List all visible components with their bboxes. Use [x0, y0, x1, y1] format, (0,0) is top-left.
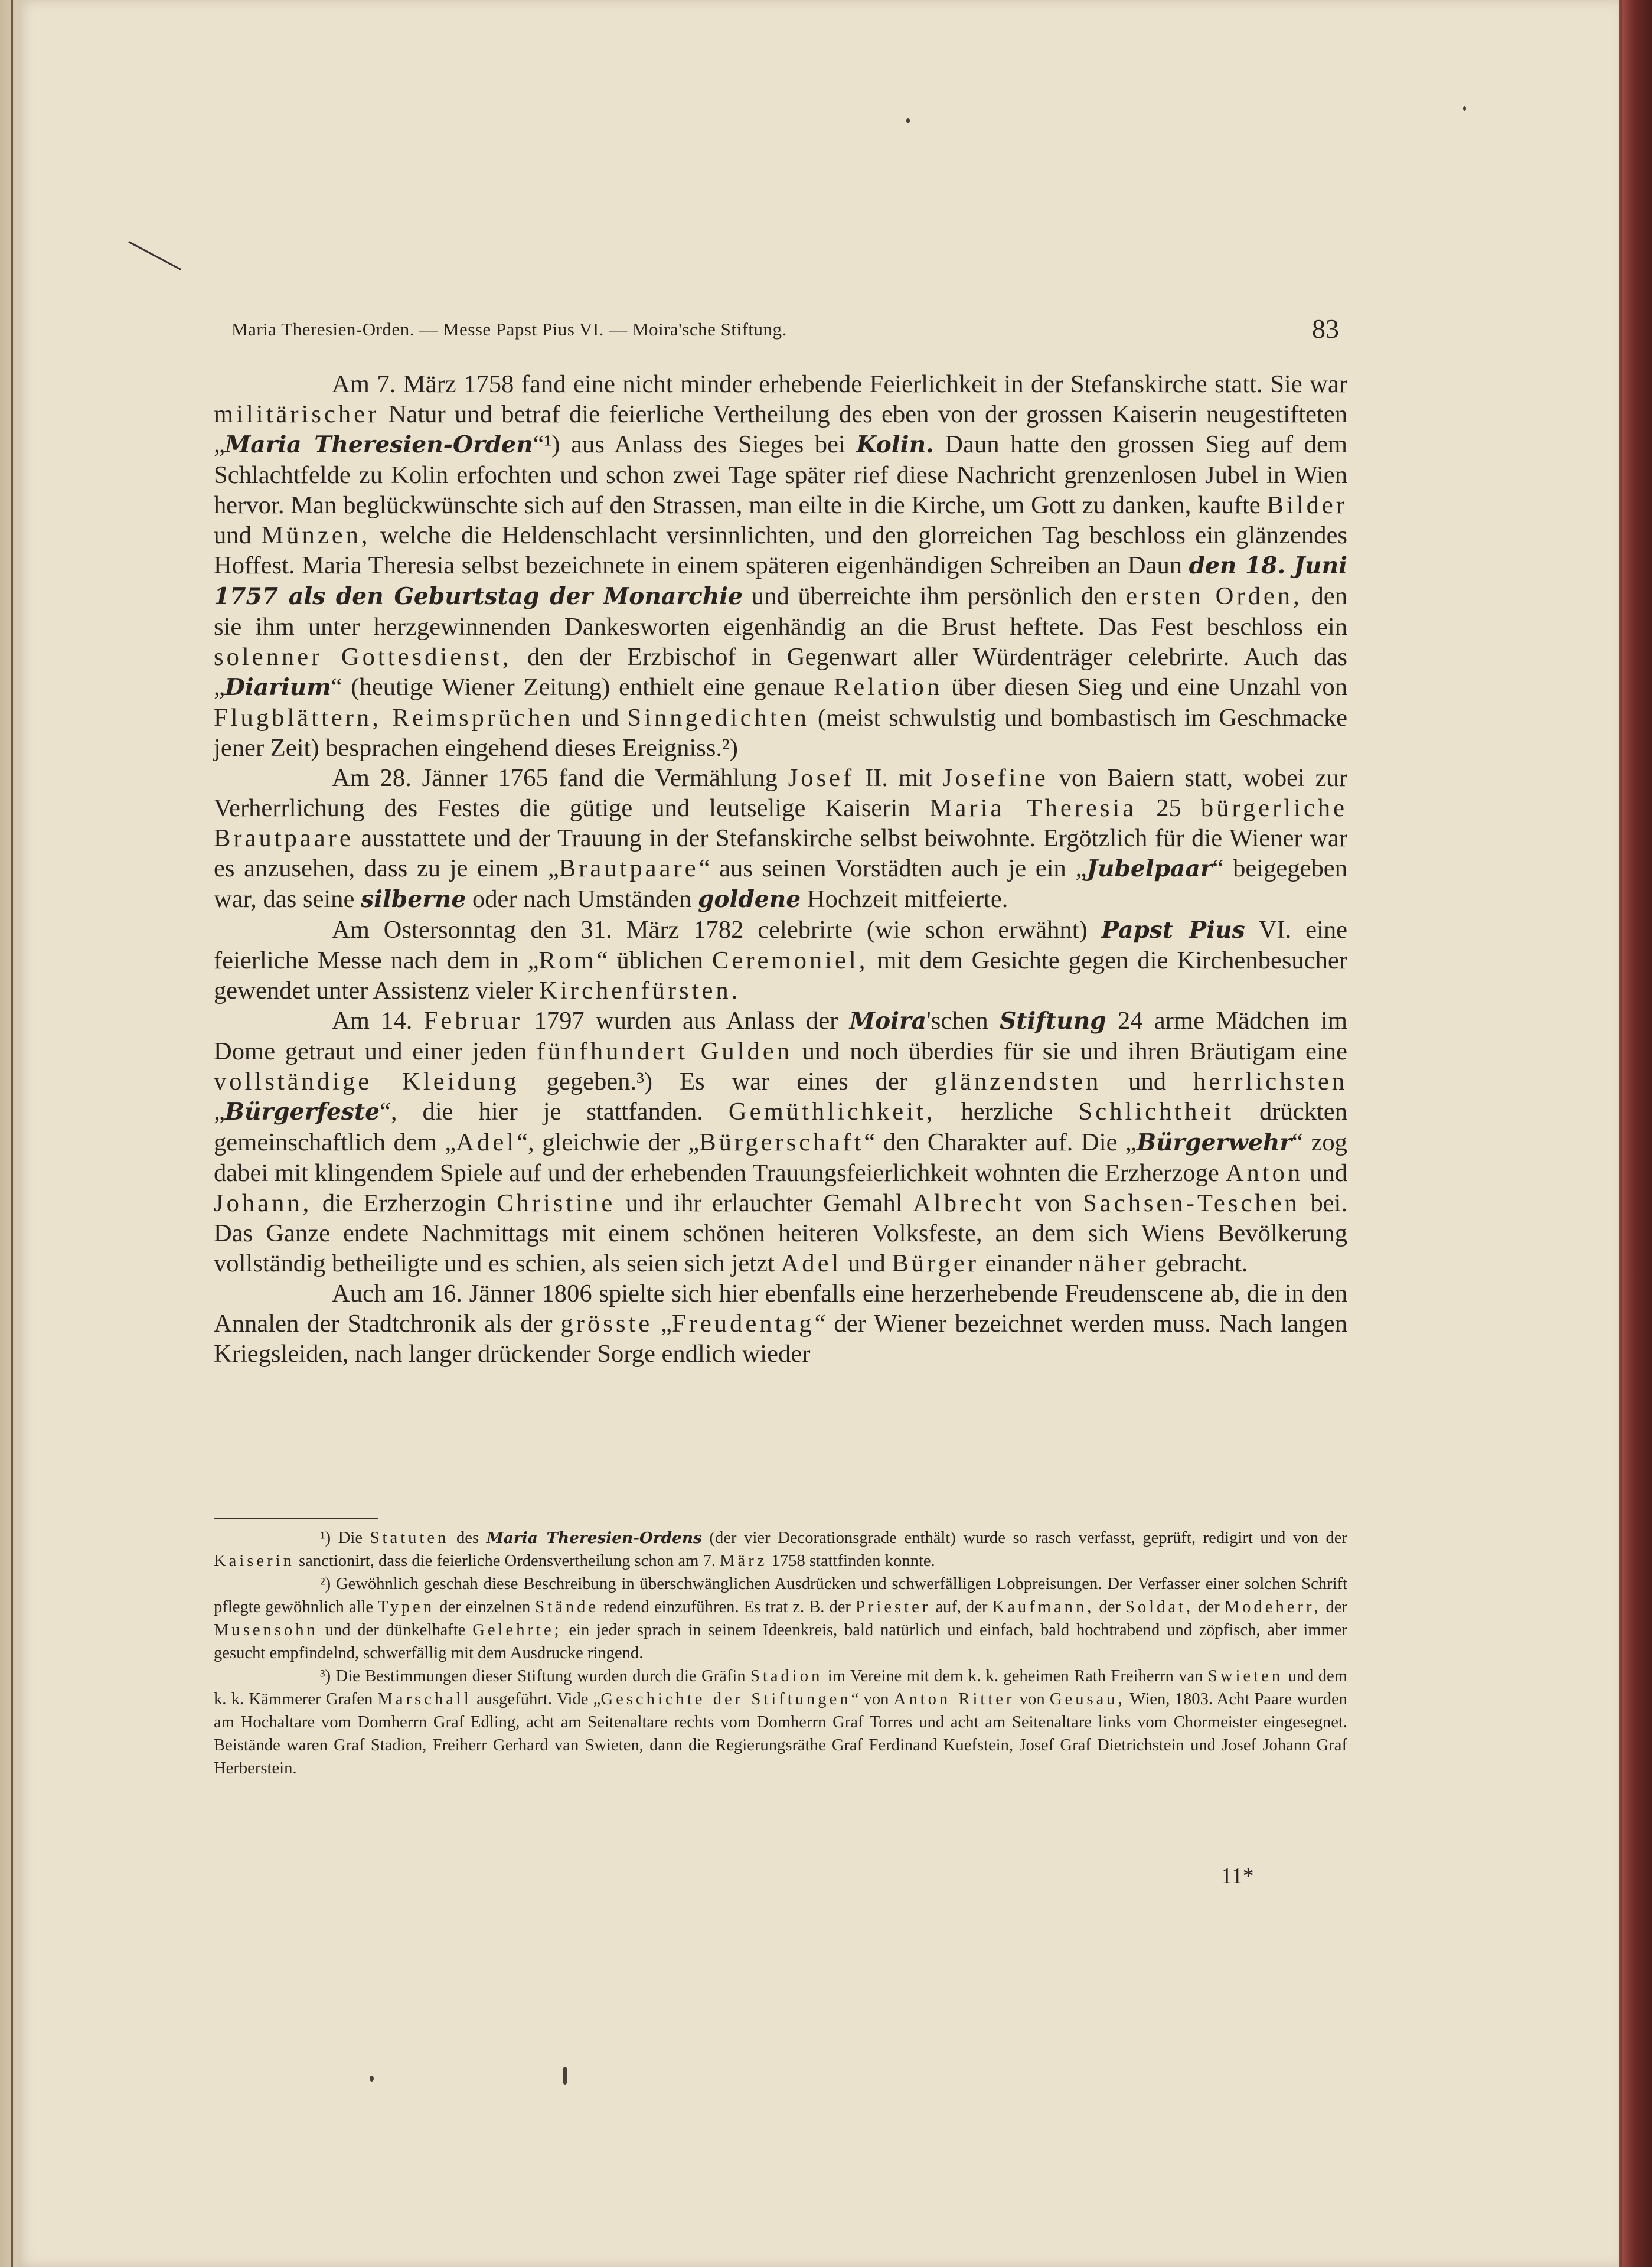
- spaced-emphasis: näher: [1078, 1250, 1149, 1277]
- footnotes: [214, 1526, 1347, 1780]
- spaced-emphasis: militärischer: [214, 400, 380, 428]
- spaced-emphasis: vollständige Kleidung: [214, 1068, 520, 1095]
- spaced-emphasis: Brautpaare: [559, 854, 699, 882]
- body-text: [214, 369, 1347, 1369]
- spaced-emphasis: März: [720, 1552, 768, 1570]
- fraktur-emphasis: goldene: [697, 886, 801, 913]
- spaced-emphasis: ersten Orden,: [1126, 582, 1302, 610]
- ink-speck: [370, 2076, 374, 2082]
- running-title: Maria Theresien-Orden. — Messe Papst Pius VI. — Moira'sche Stiftung.: [231, 319, 787, 340]
- spaced-emphasis: Musensohn: [214, 1621, 318, 1639]
- paragraph: Am Ostersonntag den 31. März 1782 celebrirte (wie schon erwähnt) Papst Pius VI. eine feierliche Messe nach dem in „Rom“ üblichen Ceremoniel, mit dem Gesichte gegen die Kirchenbesucher gewendet unter Assistenz vieler Kirchenfürsten.: [214, 916, 1348, 1004]
- spaced-emphasis: Anton: [1225, 1159, 1304, 1187]
- spaced-emphasis: Schlichtheit: [1078, 1098, 1235, 1126]
- paragraph: Am 7. März 1758 fand eine nicht minder erhebende Feierlichkeit in der Stefanskirche statt. Sie war militärischer Natur und betraf die feierliche Vertheilung des eben von der grossen Kaiserin neugestifteten „Maria Theresien-Orden“¹) aus Anlass des Sieges bei Kolin. Daun hatte den grossen Sieg auf dem Schlachtfelde zu Kolin erfochten und schon zwei Tage später rief diese Nachricht grenzenlosen Jubel in Wien hervor. Man beglückwünschte sich auf den Strassen, man eilte in die Kirche, um Gott zu danken, kaufte Bilder und Münzen, welche die Heldenschlacht versinnlichten, und den glorreichen Tag beschloss ein glänzendes Hoffest. Maria Theresia selbst bezeichnete in einem späteren eigenhändigen Schreiben an Daun den 18. Juni 1757 als den Geburtstag der Monarchie und überreichte ihm persönlich den ersten Orden, den sie ihm unter herzgewinnenden Dankesworten eigenhändig an die Brust heftete. Das Fest beschloss ein solenner Gottesdienst, den der Erzbischof in Gegenwart aller Würdenträger celebrirte. Auch das „Diarium“ (heutige Wiener Zeitung) enthielt eine genaue Relation über diesen Sieg und eine Unzahl von Flugblättern, Reimsprüchen und Sinngedichten (meist schwulstig und bombastisch im Geschmacke jener Zeit) besprachen eingehend dieses Ereigniss.²): [214, 370, 1348, 762]
- spaced-emphasis: Kaiserin: [214, 1552, 295, 1570]
- spaced-emphasis: Sinngedichten: [627, 704, 809, 732]
- spaced-emphasis: Albrecht: [913, 1189, 1025, 1217]
- spaced-emphasis: Ceremoniel,: [712, 947, 869, 974]
- spaced-emphasis: Flugblättern, Reimsprüchen: [214, 704, 573, 732]
- spaced-emphasis: Rom: [538, 947, 597, 974]
- spaced-emphasis: grösste: [560, 1310, 653, 1338]
- spaced-emphasis: Priester: [855, 1598, 931, 1616]
- page-number: 83: [1312, 314, 1339, 344]
- fraktur-emphasis: Stiftung: [1000, 1007, 1106, 1035]
- spaced-emphasis: Typen: [378, 1598, 435, 1616]
- spaced-emphasis: Geschichte der Stiftungen: [600, 1690, 851, 1708]
- spaced-emphasis: Adel: [456, 1128, 517, 1156]
- spaced-emphasis: Soldat,: [1125, 1598, 1194, 1616]
- spaced-emphasis: Freudentag: [671, 1310, 815, 1338]
- spaced-emphasis: Stände: [535, 1598, 599, 1616]
- spaced-emphasis: Gelehrte;: [472, 1621, 562, 1639]
- spaced-emphasis: fünfhundert Gulden: [536, 1038, 792, 1065]
- spaced-emphasis: Stadion: [750, 1667, 823, 1685]
- fraktur-emphasis: Jubelpaar: [1086, 855, 1213, 882]
- spaced-emphasis: Anton Ritter: [893, 1690, 1015, 1708]
- fraktur-emphasis: silberne: [361, 886, 466, 913]
- spaced-emphasis: Bilder: [1266, 491, 1347, 519]
- spaced-emphasis: Statuten: [370, 1529, 449, 1547]
- spaced-emphasis: Bürger: [892, 1250, 980, 1277]
- spaced-emphasis: Johann,: [214, 1189, 312, 1217]
- footnote: ²) Gewöhnlich geschah diese Beschreibung in überschwänglichen Ausdrücken und schwerfälligen Lobpreisungen. Der Verfasser einer solchen Schrift pflegte gewöhnlich alle Typen der einzelnen Stände redend einzuführen. Es trat z. B. der Priester auf, der Kaufmann, der Soldat, der Modeherr, der Musensohn und der dünkelhafte Gelehrte; ein jeder sprach in seinem Ideenkreis, bald natürlich und einfach, bald hochtrabend und zöpfisch, aber immer gesucht empfindelnd, schwerfällig mit dem Ausdrucke ringend.: [214, 1575, 1348, 1662]
- footnote: ³) Die Bestimmungen dieser Stiftung wurden durch die Gräfin Stadion im Vereine mit dem k. k. geheimen Rath Freiherrn van Swieten und dem k. k. Kämmerer Grafen Marschall ausgeführt. Vide „Geschichte der Stiftungen“ von Anton Ritter von Geusau, Wien, 1803. Acht Paare wurden am Hochaltare vom Domherrn Graf Edling, acht am Seitenaltare rechts vom Domherrn Graf Torres und acht am Seitenaltare links vom Chormeister eingesegnet. Beistände waren Graf Stadion, Freiherr Gerhard van Swieten, dann die Regierungsräthe Graf Ferdinand Kuefstein, Josef Graf Dietrichstein und Josef Johann Graf Herberstein.: [214, 1667, 1347, 1777]
- ink-speck: [906, 118, 910, 123]
- fraktur-emphasis: Maria Theresien-Ordens: [486, 1529, 702, 1547]
- spaced-emphasis: Marschall: [377, 1690, 472, 1708]
- spaced-emphasis: Christine: [497, 1189, 616, 1217]
- fraktur-emphasis: den 18. Juni 1757 als den Geburtstag der Monarchie: [214, 552, 1348, 610]
- fraktur-emphasis: Bürgerfeste: [224, 1098, 380, 1126]
- spaced-emphasis: Josefine: [942, 764, 1049, 792]
- fraktur-emphasis: Diarium: [224, 674, 331, 701]
- spaced-emphasis: Relation: [833, 673, 943, 701]
- paragraph: Am 28. Jänner 1765 fand die Vermählung Josef II. mit Josefine von Baiern statt, wobei zur Verherrlichung des Festes die gütige und leutselige Kaiserin Maria Theresia 25 bürgerliche Brautpaare ausstattete und der Trauung in der Stefanskirche selbst beiwohnte. Ergötzlich für die Wiener war es anzusehen, dass zu je einem „Brautpaare“ aus seinen Vorstädten auch je ein „Jubelpaar“ beigegeben war, das seine silberne oder nach Umständen goldene Hochzeit mitfeierte.: [214, 764, 1348, 913]
- ink-speck: [563, 2067, 567, 2085]
- spaced-emphasis: herrlichsten: [1193, 1068, 1348, 1095]
- fraktur-emphasis: Kolin.: [856, 431, 934, 458]
- spaced-emphasis: bürgerliche Brautpaare: [214, 794, 1347, 852]
- spaced-emphasis: Adel: [781, 1250, 842, 1277]
- binding-border: [1622, 0, 1652, 2267]
- fraktur-emphasis: Papst Pius: [1101, 916, 1245, 944]
- spaced-emphasis: Kaufmann,: [992, 1598, 1095, 1616]
- spaced-emphasis: glänzendsten: [934, 1068, 1102, 1095]
- spaced-emphasis: Sachsen-Teschen: [1083, 1189, 1300, 1217]
- page-binding-edge: [11, 0, 13, 2267]
- spaced-emphasis: Münzen,: [261, 521, 371, 549]
- spaced-emphasis: Geusau,: [1049, 1690, 1125, 1708]
- paragraph: Auch am 16. Jänner 1806 spielte sich hier ebenfalls eine herzerhebende Freudenscene ab, die in den Annalen der Stadtchronik als der grösste „Freudentag“ der Wiener bezeichnet werden muss. Nach langen Kriegsleiden, nach langer drückender Sorge endlich wieder: [214, 1280, 1347, 1368]
- footnote: ¹) Die Statuten des Maria Theresien-Ordens (der vier Decorationsgrade enthält) wurde so rasch verfasst, geprüft, redigirt und von der Kaiserin sanctionirt, dass die feierliche Ordensvertheilung schon am 7. März 1758 stattfinden konnte.: [214, 1529, 1347, 1570]
- fraktur-emphasis: Moira: [849, 1007, 927, 1035]
- signature-mark: 11*: [1221, 1864, 1254, 1888]
- spaced-emphasis: Maria Theresia: [929, 794, 1137, 822]
- footnote-rule: [214, 1518, 378, 1519]
- fraktur-emphasis: Bürgerwehr: [1136, 1129, 1292, 1156]
- spaced-emphasis: solenner Gottesdienst,: [214, 643, 512, 671]
- paragraph: Am 14. Februar 1797 wurden aus Anlass der Moira'schen Stiftung 24 arme Mädchen im Dome getraut und einer jeden fünfhundert Gulden und noch überdies für sie und ihren Bräutigam eine vollständige Kleidung gegeben.³) Es war eines der glänzendsten und herrlichsten „Bürgerfeste“, die hier je stattfanden. Gemüthlichkeit, herzliche Schlichtheit drückten gemeinschaftlich dem „Adel“, gleichwie der „Bürgerschaft“ den Charakter auf. Die „Bürgerwehr“ zog dabei mit klingendem Spiele auf und der erhebenden Trauungsfeierlichkeit wohnten die Erzherzoge Anton und Johann, die Erzherzogin Christine und ihr erlauchter Gemahl Albrecht von Sachsen-Teschen bei. Das Ganze endete Nachmittags mit einem schönen heiteren Volksfeste, an dem sich Wiens Bevölkerung vollständig betheiligte und es schien, als seien sich jetzt Adel und Bürger einander näher gebracht.: [214, 1007, 1348, 1277]
- spaced-emphasis: Bürgerschaft: [699, 1128, 864, 1156]
- spaced-emphasis: Modeherr,: [1224, 1598, 1321, 1616]
- fraktur-emphasis: Maria Theresien-Orden: [224, 431, 533, 458]
- spaced-emphasis: Swieten: [1207, 1667, 1284, 1685]
- spaced-emphasis: Josef: [788, 764, 855, 792]
- spaced-emphasis: Februar: [423, 1007, 523, 1035]
- spaced-emphasis: Kirchenfürsten.: [539, 977, 741, 1004]
- spaced-emphasis: Gemüthlichkeit,: [728, 1098, 936, 1126]
- ink-speck: [1463, 106, 1466, 111]
